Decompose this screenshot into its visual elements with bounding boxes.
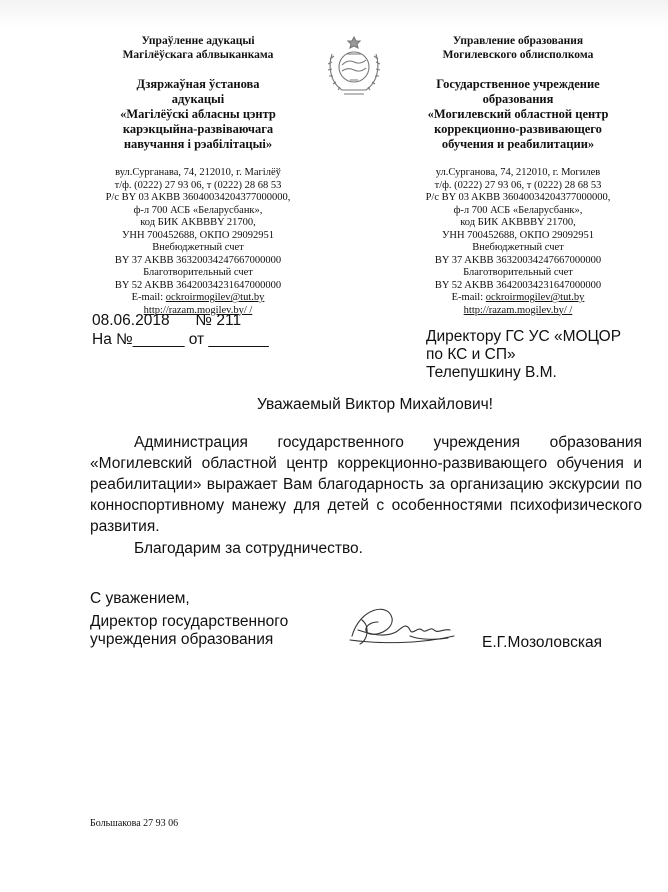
signer-title [90,613,330,649]
right-org-name-line: коррекционно-развивающего [434,122,602,136]
executor-note: Большакова 27 93 06 [90,818,179,829]
body-line: развития. [90,518,160,535]
scan-shadow [0,0,668,28]
left-contact-line: BY 52 AKBB 36420034231647000000 [114,279,282,291]
right-contact-line: BY 37 AKBB 36320034247667000000 [434,254,602,266]
letter-body [90,432,642,559]
right-contact-line: т/ф. (0222) 27 93 06, т (0222) 28 68 53 [434,179,602,191]
left-contact-line: Внебюджетный счет [152,242,244,253]
addressee-line: Директору ГС УС «МОЦОР [426,328,622,345]
left-org-name [88,77,308,152]
right-org-top-line: Могилевского облисполкома [442,49,594,61]
right-contact-line: Внебюджетный счет [472,242,564,253]
signer-title-line: Директор государственного [90,613,289,630]
left-contact-line: ф-л 700 АСБ «Беларусбанк», [133,204,263,216]
right-email-line [398,292,638,305]
right-contact-line: BY 52 AKBB 36420034231647000000 [434,279,602,291]
incoming-ref-line: На №______ от _______ [92,331,269,348]
state-emblem-icon [320,32,388,102]
left-org-top-line: Упраўленне адукацыі [141,35,255,47]
left-email-link[interactable]: ockroirmogilev@tut.by [165,292,265,303]
right-email-link[interactable]: ockroirmogilev@tut.by [485,292,585,303]
right-org-name [408,77,628,152]
left-contact-line: Благотворительный счет [143,267,253,278]
right-contact-line: ф-л 700 АСБ «Беларусбанк», [453,204,583,216]
body-line: конноспортивному манежу для детей с особенностями психофизического [90,497,642,514]
left-org-top [88,34,308,62]
left-org-name-line: карэкцыйна-развіваючага [122,122,274,136]
left-org-name-line: «Магілёўскі абласны цэнтр [120,107,276,121]
right-contact-line: УНН 700452688, ОКПО 29092951 [441,229,595,241]
left-site-link[interactable]: http://razam.mogilev.by/ / [143,304,253,316]
right-contact-line: Благотворительный счет [463,267,573,278]
signer-title-line: учреждения образования [90,631,274,648]
left-contact-line: код БИК AKBBBY 21700, [140,217,256,228]
outgoing-ref [92,311,312,349]
left-contact-line: т/ф. (0222) 27 93 06, т (0222) 28 68 53 [114,179,282,191]
date-number-line [92,311,312,330]
right-org-name-line: «Могилевский областной центр [427,107,609,121]
left-org-name-line: адукацыі [171,92,225,106]
left-org-top-line: Магілёўскага аблвыканкама [122,49,274,61]
right-org-name-line: обучения и реабилитации» [441,137,595,151]
left-contact-line: Р/с BY 03 AKBB 36040034204377000000, [105,192,291,203]
body-line: «Могилевский областной центр коррекционно-развивающего обучения и [90,455,642,472]
addressee-line: Телепушкину В.М. [426,364,557,381]
left-email-line [78,292,318,305]
left-contact-line: УНН 700452688, ОКПО 29092951 [121,229,275,241]
addressee-line: по КС и СП» [426,346,516,363]
left-org-name-line: навучання і рэабілітацыі» [123,137,273,151]
right-site-link[interactable]: http://razam.mogilev.by/ / [463,304,573,316]
right-contacts [398,167,638,317]
left-contacts [78,167,318,317]
left-contact-line: BY 37 AKBB 36320034247667000000 [114,254,282,266]
letter-number: № 211 [195,312,242,329]
right-org-name-line: образования [482,92,554,106]
closing: С уважением, [90,590,190,607]
handwritten-signature [340,600,460,650]
body-line: Администрация государственного учреждения образования [134,434,642,451]
right-contact-line: код БИК AKBBBY 21700, [460,217,576,228]
letter-date: 08.06.2018 [92,312,170,329]
right-org-name-line: Государственное учреждение [436,77,600,91]
addressee [426,328,656,382]
body-line: реабилитации» выражает Вам благодарность за организацию экскурсии по [90,476,642,493]
right-contact-line: Р/с BY 03 AKBB 36040034204377000000, [425,192,611,203]
right-org-top [408,34,628,62]
thanks-line: Благодарим за сотрудничество. [134,540,363,557]
right-org-top-line: Управление образования [452,35,584,47]
email-prefix: E-mail: [451,292,486,303]
salutation: Уважаемый Виктор Михайлович! [257,396,493,413]
left-contact-line: вул.Сурганава, 74, 212010, г. Магілёў [115,167,281,178]
right-contact-line: ул.Сурганова, 74, 212010, г. Могилев [435,167,601,178]
left-org-name-line: Дзяржаўная ўстанова [136,77,260,91]
signer-name: Е.Г.Мозоловская [482,634,602,651]
email-prefix: E-mail: [131,292,166,303]
